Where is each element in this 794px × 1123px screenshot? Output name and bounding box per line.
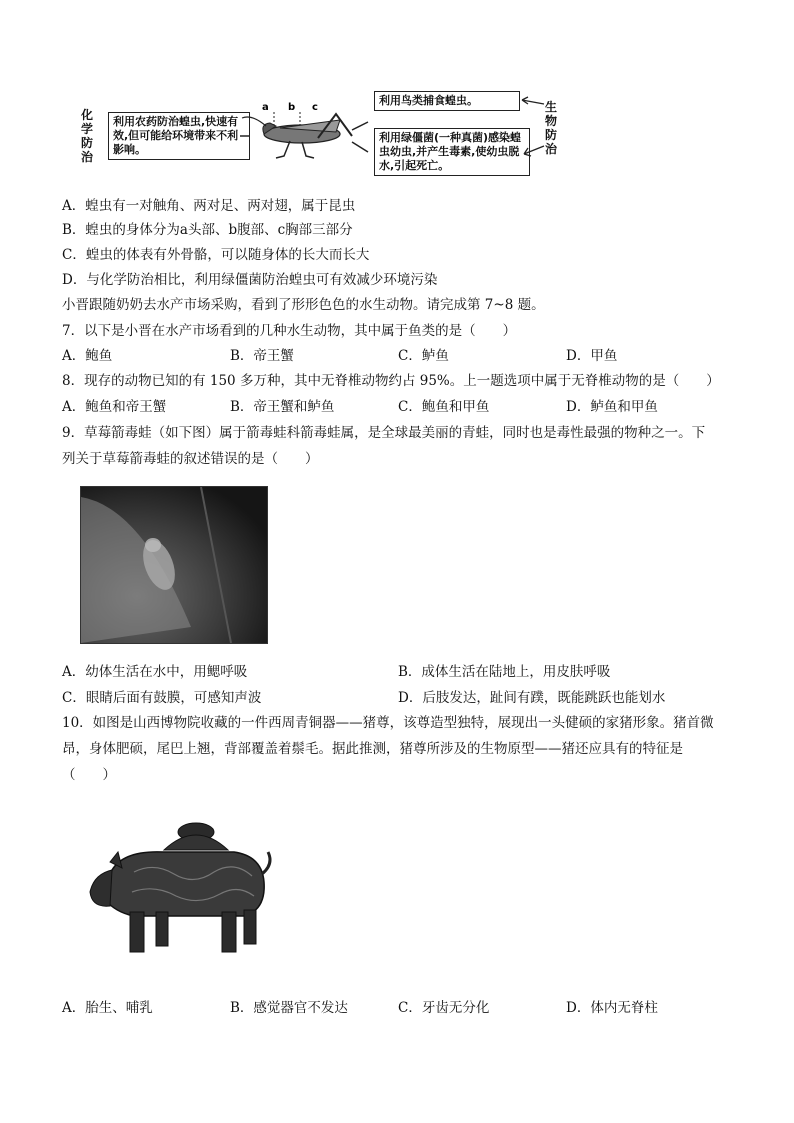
q7-option-b: B．帝王蟹	[230, 348, 294, 364]
fungus-control-box: 利用绿僵菌(一种真菌)感染蝗虫幼虫,并产生毒素,使幼虫脱水,引起死亡。	[374, 128, 530, 176]
q8-option-a: A．鲍鱼和帝王蟹	[62, 399, 167, 415]
q10-stem-line1: 10．如图是山西博物院收藏的一件西周青铜器——猪尊，该尊造型独特，展现出一头健硕的家猪形象。猪首微	[62, 715, 714, 731]
q8-option-c: C．鲍鱼和甲鱼	[398, 399, 490, 415]
chem-control-label: 化 学 防 治	[80, 108, 93, 164]
chem-control-box: 利用农药防治蝗虫,快速有效,但可能给环境带来不利影响。	[108, 112, 250, 160]
intro-7-8: 小晋跟随奶奶去水产市场采购，看到了形形色色的水生动物。请完成第 7~8 题。	[62, 297, 545, 313]
q6-option-b: B．蝗虫的身体分为a头部、b腹部、c胸部三部分	[62, 222, 353, 238]
q7-stem: 7．以下是小晋在水产市场看到的几种水生动物，其中属于鱼类的是（ ）	[62, 323, 517, 339]
q10-stem-line2: 昂，身体肥硕，尾巴上翘，背部覆盖着鬃毛。据此推测，猪尊所涉及的生物原型——猪还应具有的特征是	[62, 741, 683, 757]
bio-arrows	[518, 96, 548, 166]
q7-option-d: D．甲鱼	[566, 348, 618, 364]
frog-photo	[80, 486, 268, 644]
grasshopper-illustration	[240, 96, 370, 168]
q9-stem-line1: 9．草莓箭毒蛙（如下图）属于箭毒蛙科箭毒蛙属，是全球最美丽的青蛙，同时也是毒性最强的物种之一。下	[62, 425, 706, 441]
bio-control-label: 生 物 防 治	[544, 100, 557, 156]
bronze-pig-vessel-image	[84, 812, 274, 960]
frog-photo-image	[81, 487, 267, 643]
bird-control-box: 利用鸟类捕食蝗虫。	[374, 91, 520, 111]
q9-stem-line2: 列关于草莓箭毒蛙的叙述错误的是（ ）	[62, 451, 319, 467]
q6-option-c: C．蝗虫的体表有外骨骼，可以随身体的长大而长大	[62, 247, 370, 263]
q8-option-d: D．鲈鱼和甲鱼	[566, 399, 658, 415]
q9-option-d: D．后肢发达，趾间有蹼，既能跳跃也能划水	[398, 690, 666, 706]
q7-option-a: A．鲍鱼	[62, 348, 113, 364]
q7-option-c: C．鲈鱼	[398, 348, 449, 364]
q10-option-d: D．体内无脊柱	[566, 1000, 658, 1016]
q10-option-b: B．感觉器官不发达	[230, 1000, 348, 1016]
q10-option-a: A．胎生、哺乳	[62, 1000, 153, 1016]
q9-option-b: B．成体生活在陆地上，用皮肤呼吸	[398, 664, 611, 680]
q10-stem-line3: （ ）	[62, 767, 116, 783]
marker-c: c	[312, 102, 318, 113]
q8-option-b: B．帝王蟹和鲈鱼	[230, 399, 335, 415]
q6-option-a: A．蝗虫有一对触角、两对足、两对翅，属于昆虫	[62, 198, 356, 214]
q10-option-c: C．牙齿无分化	[398, 1000, 490, 1016]
q9-option-c: C．眼睛后面有鼓膜，可感知声波	[62, 690, 262, 706]
q6-option-d: D．与化学防治相比，利用绿僵菌防治蝗虫可有效减少环境污染	[62, 272, 438, 288]
marker-b: b	[288, 102, 296, 113]
q9-option-a: A．幼体生活在水中，用鳃呼吸	[62, 664, 248, 680]
marker-a: a	[262, 102, 269, 113]
q8-stem: 8．现存的动物已知的有 150 多万种，其中无脊椎动物约占 95%。上一题选项中属于无脊椎动物的是（ ）	[62, 373, 720, 389]
